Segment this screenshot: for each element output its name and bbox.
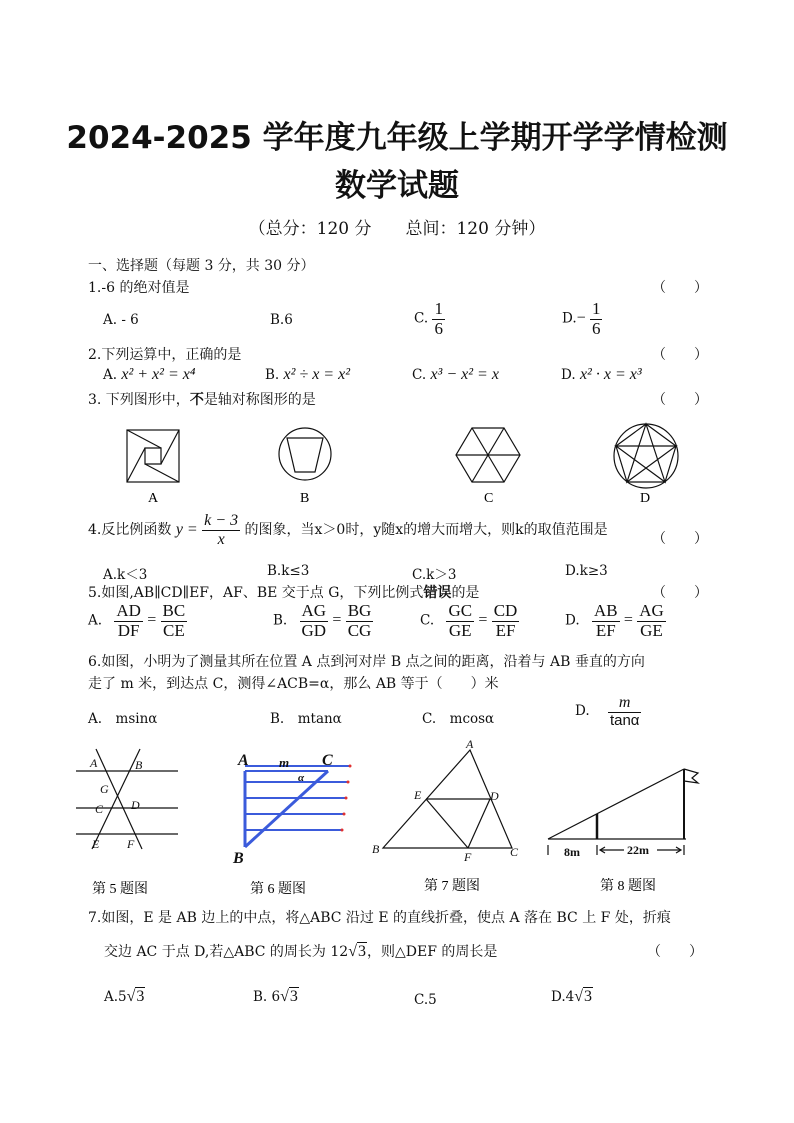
q6-option-c: C. mcosα bbox=[422, 711, 495, 727]
exam-subtitle: （总分：120 分 总间：120 分钟） bbox=[248, 219, 546, 239]
q3-label-d: D bbox=[640, 491, 651, 506]
fig8-caption: 第 8 题图 bbox=[600, 879, 656, 894]
q1-option-d: D.− $\frac{1}{6}$ bbox=[562, 299, 601, 338]
q7-sqrt: √3 bbox=[348, 943, 366, 960]
q5-option-c: C. $\frac{GC}{GE}$ = $\frac{CD}{EF}$ bbox=[420, 601, 518, 640]
q4-option-a: A.k＜3 bbox=[103, 567, 148, 583]
fig8-label-8m: 8m bbox=[564, 845, 580, 859]
q7-option-c: C.5 bbox=[414, 992, 437, 1008]
exam-title-line1: 2024-2025 学年度九年级上学期开学学情检测 bbox=[66, 120, 728, 156]
q2-option-d: D. x² · x = x³ bbox=[561, 366, 642, 383]
q2-option-a: A. x² + x² = x⁴ bbox=[103, 366, 196, 383]
q4-option-c: C.k＞3 bbox=[412, 567, 457, 583]
fig6-label-b: B bbox=[233, 850, 244, 867]
q4-y-equals: y = bbox=[175, 521, 198, 539]
q2-option-b: B. x² ÷ x = x² bbox=[265, 366, 350, 383]
section-heading: 一、选择题（每题 3 分，共 30 分） bbox=[88, 258, 315, 274]
q6-line1: 6.如图，小明为了测量其所在位置 A 点到河对岸 B 点之间的距离，沿着与 AB 垂直的方向 bbox=[88, 654, 645, 670]
q2-option-c: C. x³ − x² = x bbox=[412, 366, 499, 383]
fig7-caption: 第 7 题图 bbox=[424, 879, 480, 894]
fig5-caption: 第 5 题图 bbox=[92, 882, 148, 897]
q2-stem: 2.下列运算中，正确的是 bbox=[88, 347, 242, 363]
q7-option-a: A.5√3 bbox=[104, 988, 145, 1005]
q5-stem: 5.如图,AB∥CD∥EF，AF、BE 交于点 G，下列比例式错误的是 bbox=[88, 585, 480, 601]
figures-row bbox=[0, 735, 794, 905]
q6-option-b: B. mtanα bbox=[270, 711, 342, 727]
fig5-label-a: A bbox=[90, 756, 98, 770]
fig7-label-a: A bbox=[466, 737, 474, 751]
q3-label-c: C bbox=[484, 491, 494, 506]
q7-option-b: B. 6√3 bbox=[253, 988, 298, 1005]
fig6-label-a: A bbox=[238, 752, 249, 769]
q7-answer-paren: （ ） bbox=[647, 944, 703, 960]
q7-line1: 7.如图，E 是 AB 边上的中点，将△ABC 沿过 E 的直线折叠，使点 A 落在 BC 上 F 处，折痕 bbox=[88, 910, 671, 926]
fig5-label-c: C bbox=[95, 802, 104, 816]
q1-option-d-fraction: $\frac{1}{6}$ bbox=[591, 299, 601, 338]
fig8-diagram bbox=[548, 769, 698, 855]
exam-title-line2: 数学试题 bbox=[335, 168, 459, 204]
fig5-label-b: B bbox=[135, 758, 143, 772]
q5-answer-paren: （ ） bbox=[652, 585, 708, 601]
q5-option-a: A. $\frac{AD}{DF}$ = $\frac{BC}{CE}$ bbox=[88, 601, 186, 640]
fig6-label-c: C bbox=[322, 752, 333, 769]
q6-option-a: A. msinα bbox=[88, 711, 158, 727]
q3-label-a: A bbox=[148, 491, 159, 506]
q7-option-d: D.4√3 bbox=[551, 988, 593, 1005]
q3-figure-a bbox=[127, 430, 179, 482]
q3-answer-paren: （ ） bbox=[652, 392, 708, 408]
q3-figure-c bbox=[456, 428, 520, 482]
q2-answer-paren: （ ） bbox=[652, 347, 708, 363]
fig7-label-c: C bbox=[510, 845, 519, 859]
q3-figure-b bbox=[279, 428, 331, 480]
q1-option-c-fraction: $\frac{1}{6}$ bbox=[434, 299, 443, 338]
fig6-label-alpha: α bbox=[298, 772, 305, 784]
q3-figures bbox=[0, 420, 794, 510]
q4-fraction: $\frac{k - 3}{x}$ bbox=[204, 512, 239, 548]
q1-option-a: A. - 6 bbox=[103, 312, 139, 328]
q4-option-b: B.k≤3 bbox=[267, 563, 310, 579]
fig7-label-e: E bbox=[414, 788, 422, 802]
fig7-label-b: B bbox=[372, 842, 380, 856]
q3-label-b: B bbox=[300, 491, 310, 506]
fig6-caption: 第 6 题图 bbox=[250, 882, 306, 897]
q4-option-d: D.k≥3 bbox=[565, 563, 608, 579]
q3-figure-d bbox=[614, 424, 678, 488]
q1-stem: 1.-6 的绝对值是 bbox=[88, 280, 190, 296]
fig5-label-f: F bbox=[127, 837, 135, 851]
fig6-label-m: m bbox=[279, 755, 290, 770]
fig7-label-d: D bbox=[490, 789, 499, 803]
q6-option-d: D. $\frac{m}{\tan\alpha}$ bbox=[575, 694, 640, 729]
fig8-label-22m: 22m bbox=[627, 843, 649, 857]
fig5-label-d: D bbox=[131, 798, 140, 812]
q1-answer-paren: （ ） bbox=[652, 280, 708, 296]
q1-option-d-label: D. bbox=[562, 310, 577, 327]
q1-option-b: B.6 bbox=[270, 312, 293, 328]
fig7-label-f: F bbox=[464, 850, 472, 864]
fig5-label-e: E bbox=[92, 837, 100, 851]
q6-line2: 走了 m 米，到达点 C，测得∠ACB=α，那么 AB 等于（ ）米 bbox=[88, 676, 499, 692]
q5-option-d: D. $\frac{AB}{EF}$ = $\frac{AG}{GE}$ bbox=[565, 601, 664, 640]
q4-answer-paren: （ ） bbox=[652, 531, 708, 547]
q1-option-c bbox=[414, 300, 445, 338]
q5-option-b: B. $\frac{AG}{GD}$ = $\frac{BG}{CG}$ bbox=[273, 601, 372, 640]
fig5-label-g: G bbox=[100, 782, 109, 796]
q4-stem: 4.反比例函数 y = $\frac{k - 3}{x}$ 的图象，当x＞0时，y随x的增大而增大，则k的取值范围是 bbox=[88, 512, 608, 548]
q1-option-c-label: C. bbox=[414, 310, 429, 327]
q3-stem: 3. 下列图形中，不是轴对称图形的是 bbox=[88, 392, 316, 408]
q7-line2: 交边 AC 于点 D,若△ABC 的周长为 12√3，则△DEF 的周长是 bbox=[104, 943, 498, 960]
